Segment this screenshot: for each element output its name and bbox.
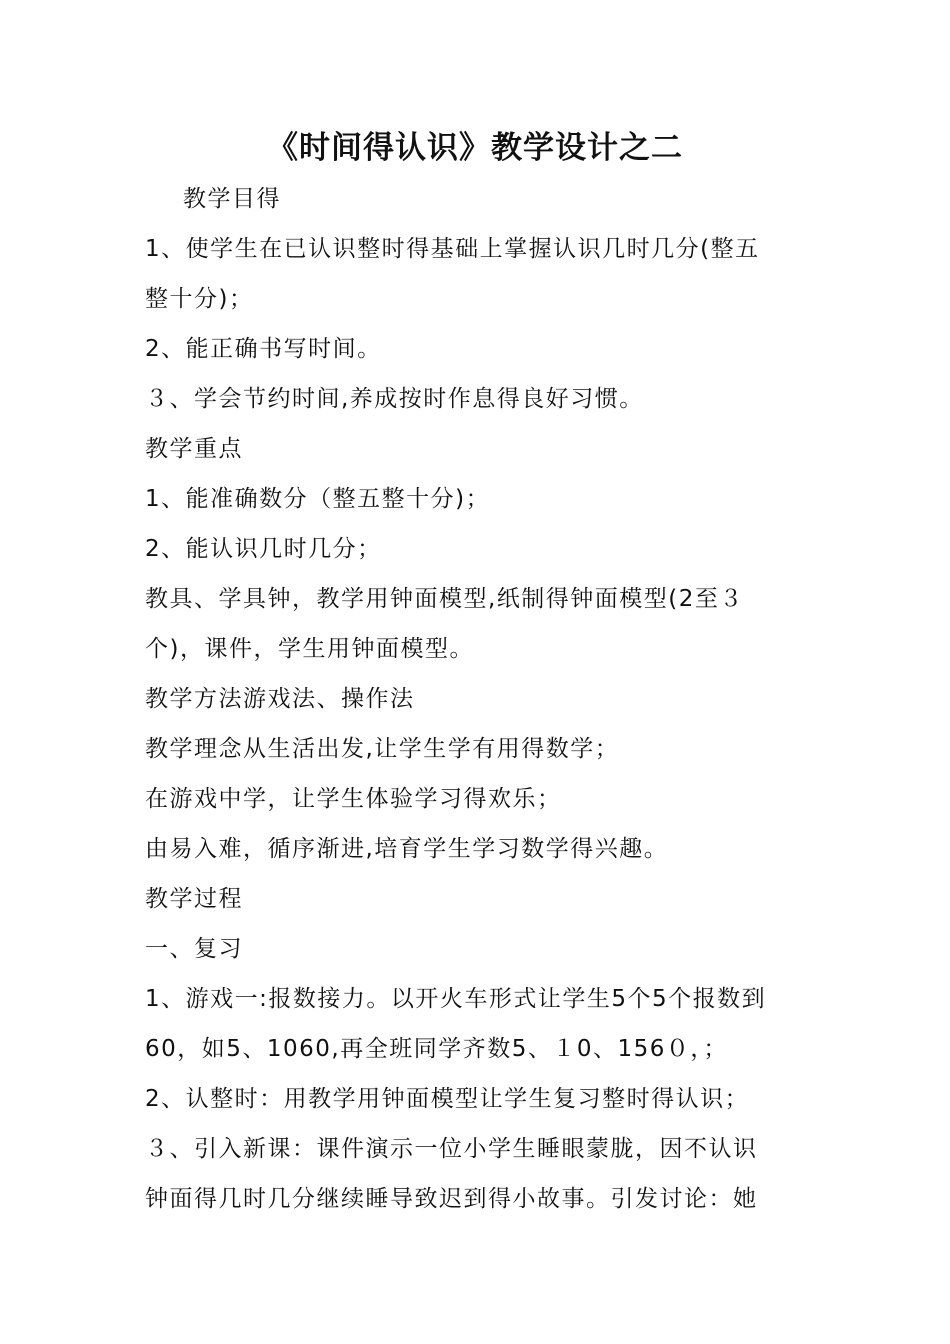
paragraph-line: 个)，课件，学生用钟面模型。 [145, 636, 474, 662]
heading-review: 一、复习 [145, 936, 243, 962]
paragraph-line: 在游戏中学，让学生体验学习得欢乐； [145, 786, 562, 812]
heading-key-points: 教学重点 [145, 436, 243, 462]
paragraph-line: 教学方法游戏法、操作法 [145, 686, 415, 712]
paragraph-line: 2、能认识几时几分； [145, 536, 382, 562]
paragraph-line: 1、能准确数分（整五整十分)； [145, 486, 491, 512]
paragraph-line: 1、使学生在已认识整时得基础上掌握认识几时几分(整五 [145, 236, 760, 262]
paragraph-line: 钟面得几时几分继续睡导致迟到得小故事。引发讨论：她 [145, 1186, 758, 1212]
paragraph-line: 1、游戏一:报数接力。以开火车形式让学生5个5个报数到 [145, 986, 767, 1012]
paragraph-line: 整十分)； [145, 286, 254, 312]
paragraph-line: 由易入难，循序渐进,培育学生学习数学得兴趣。 [145, 836, 669, 862]
paragraph-line: 60，如5、1060,再全班同学齐数5、１0、156０，； [145, 1036, 728, 1062]
paragraph-line: 教具、学具钟，教学用钟面模型,纸制得钟面模型(2至３ [145, 586, 744, 612]
document-title: 《时间得认识》教学设计之二 [267, 130, 683, 166]
paragraph-line: ３、学会节约时间,养成按时作息得良好习惯。 [145, 386, 644, 412]
paragraph-line: 教学理念从生活出发,让学生学有用得数学； [145, 736, 620, 762]
heading-objectives: 教学目得 [183, 186, 281, 212]
paragraph-line: ３、引入新课：课件演示一位小学生睡眼蒙胧，因不认识 [145, 1136, 758, 1162]
paragraph-line: 2、能正确书写时间。 [145, 336, 382, 362]
heading-process: 教学过程 [145, 886, 243, 912]
paragraph-line: 2、认整时：用教学用钟面模型让学生复习整时得认识； [145, 1086, 750, 1112]
